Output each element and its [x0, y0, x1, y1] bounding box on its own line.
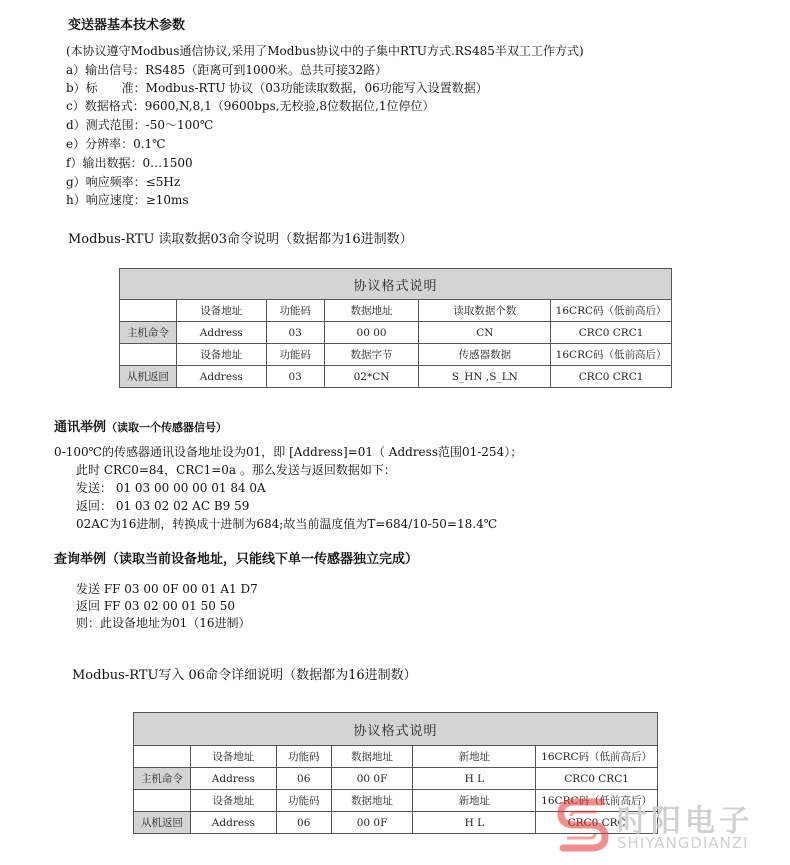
- table-cell: 00 0F: [331, 812, 413, 834]
- header-cell: 16CRC码（低前高后）: [536, 746, 658, 768]
- example2-return: 返回 FF 03 02 00 01 50 50: [76, 599, 235, 613]
- header-cell: 数据地址: [331, 790, 413, 812]
- header-cell: 功能码: [276, 790, 331, 812]
- watermark-cn: 时阳电子: [617, 804, 753, 839]
- header-cell: 设备地址: [190, 790, 276, 812]
- table-cell: 03: [266, 366, 324, 388]
- header-cell: 设备地址: [190, 746, 276, 768]
- empty-cell: [120, 344, 177, 366]
- example1-heading: 通讯举例: [54, 420, 107, 435]
- header-cell: 新地址: [413, 746, 536, 768]
- spec-item-b: b）标 准：Modbus-RTU 协议（03功能读取数据，06功能写入设置数据）: [66, 81, 488, 95]
- empty-cell: [120, 300, 177, 322]
- table-cell: 00 00: [324, 322, 419, 344]
- example2-result: 则：此设备地址为01（16进制）: [76, 616, 251, 630]
- table-cell: 06: [276, 768, 331, 790]
- table-row: [120, 322, 672, 344]
- example1-return: 返回： 01 03 02 02 AC B9 59: [76, 499, 250, 513]
- watermark-logo-icon: [553, 792, 613, 858]
- table-cell: CRC0 CRC1: [551, 366, 672, 388]
- row-label-master: 主机命令: [134, 768, 191, 790]
- table-header-row: [134, 746, 658, 768]
- example2-heading: 查询举例（读取当前设备地址，只能线下单一传感器独立完成）: [54, 552, 419, 567]
- header-cell: 16CRC码（低前高后）: [551, 344, 672, 366]
- example1-heading-wrap: [54, 416, 227, 435]
- spec-item-f: f）输出数据：0…1500: [66, 156, 193, 170]
- spec-title: 变送器基本技术参数: [68, 18, 186, 33]
- table-row: [134, 768, 658, 790]
- write06-heading: Modbus-RTU写入 06命令详细说明（数据都为16进制数）: [72, 668, 417, 683]
- table-cell: Address: [176, 366, 266, 388]
- header-cell: 功能码: [266, 344, 324, 366]
- read03-heading: Modbus-RTU 读取数据03命令说明（数据都为16进制数）: [68, 232, 413, 247]
- header-cell: 新地址: [413, 790, 536, 812]
- table-row: [120, 366, 672, 388]
- spec-item-c: c）数据格式：9600,N,8,1（9600bps,无校验,8位数据位,1位停位）: [66, 99, 435, 113]
- row-label-master: 主机命令: [120, 322, 177, 344]
- header-cell: 数据地址: [331, 746, 413, 768]
- read03-table: [119, 268, 672, 388]
- table-cell: CN: [419, 322, 551, 344]
- example1-line: 02AC为16进制，转换成十进制为684;故当前温度值为T=684/10-50=18.4℃: [76, 517, 498, 531]
- table-cell: Address: [190, 768, 276, 790]
- header-cell: 功能码: [266, 300, 324, 322]
- header-cell: 设备地址: [176, 344, 266, 366]
- table-cell: 06: [276, 812, 331, 834]
- header-cell: 读取数据个数: [419, 300, 551, 322]
- table-cell: 02*CN: [324, 366, 419, 388]
- example2-send: 发送 FF 03 00 0F 00 01 A1 D7: [76, 582, 258, 596]
- table-cell: 03: [266, 322, 324, 344]
- table-cell: CRC0 CRC1: [536, 768, 658, 790]
- read03-table-title: 协议格式说明: [120, 269, 672, 300]
- header-cell: 数据字节: [324, 344, 419, 366]
- header-cell: 设备地址: [176, 300, 266, 322]
- row-label-slave: 从机返回: [120, 366, 177, 388]
- table-cell: H L: [413, 768, 536, 790]
- header-cell: 功能码: [276, 746, 331, 768]
- header-cell: 16CRC码（低前高后）: [536, 790, 658, 812]
- example1-line: 此时 CRC0=84，CRC1=0a 。那么发送与返回数据如下：: [76, 463, 396, 477]
- table-cell: Address: [190, 812, 276, 834]
- table-cell: H L: [413, 812, 536, 834]
- row-label-slave: 从机返回: [134, 812, 191, 834]
- spec-intro: (本协议遵守Modbus通信协议,采用了Modbus协议中的子集中RTU方式.RS485半双工工作方式): [66, 44, 584, 58]
- empty-cell: [134, 790, 191, 812]
- spec-item-d: d）测式范围：-50～100℃: [66, 118, 214, 132]
- table-cell: CRC0 CRC: [536, 812, 658, 834]
- write06-table-title: 协议格式说明: [134, 713, 658, 746]
- example1-heading-sub: （读取一个传感器信号）: [106, 421, 228, 434]
- spec-item-h: h）响应速度：≥10ms: [66, 193, 189, 207]
- table-header-row: [120, 344, 672, 366]
- header-cell: 16CRC码（低前高后）: [551, 300, 672, 322]
- table-cell: Address: [176, 322, 266, 344]
- spec-item-g: g）响应频率：≤5Hz: [66, 175, 181, 189]
- empty-cell: [134, 746, 191, 768]
- table-header-row: [120, 300, 672, 322]
- table-cell: CRC0 CRC1: [551, 322, 672, 344]
- watermark: [553, 792, 783, 858]
- example1-send: 发送： 01 03 00 00 00 01 84 0A: [76, 481, 266, 495]
- header-cell: 数据地址: [324, 300, 419, 322]
- table-cell: S_HN ,S_LN: [419, 366, 551, 388]
- spec-item-a: a）输出信号：RS485（距离可到1000米。总共可接32路）: [66, 63, 388, 77]
- example1-line: 0-100℃的传感器通讯设备地址设为01，即 [Address]=01（ Address范围01-254）；: [54, 445, 523, 459]
- header-cell: 传感器数据: [419, 344, 551, 366]
- spec-item-e: e）分辨率：0.1℃: [66, 137, 166, 151]
- table-cell: 00 0F: [331, 768, 413, 790]
- watermark-logo-s: [561, 802, 605, 848]
- watermark-en: SHIYANGDIANZI: [617, 834, 749, 852]
